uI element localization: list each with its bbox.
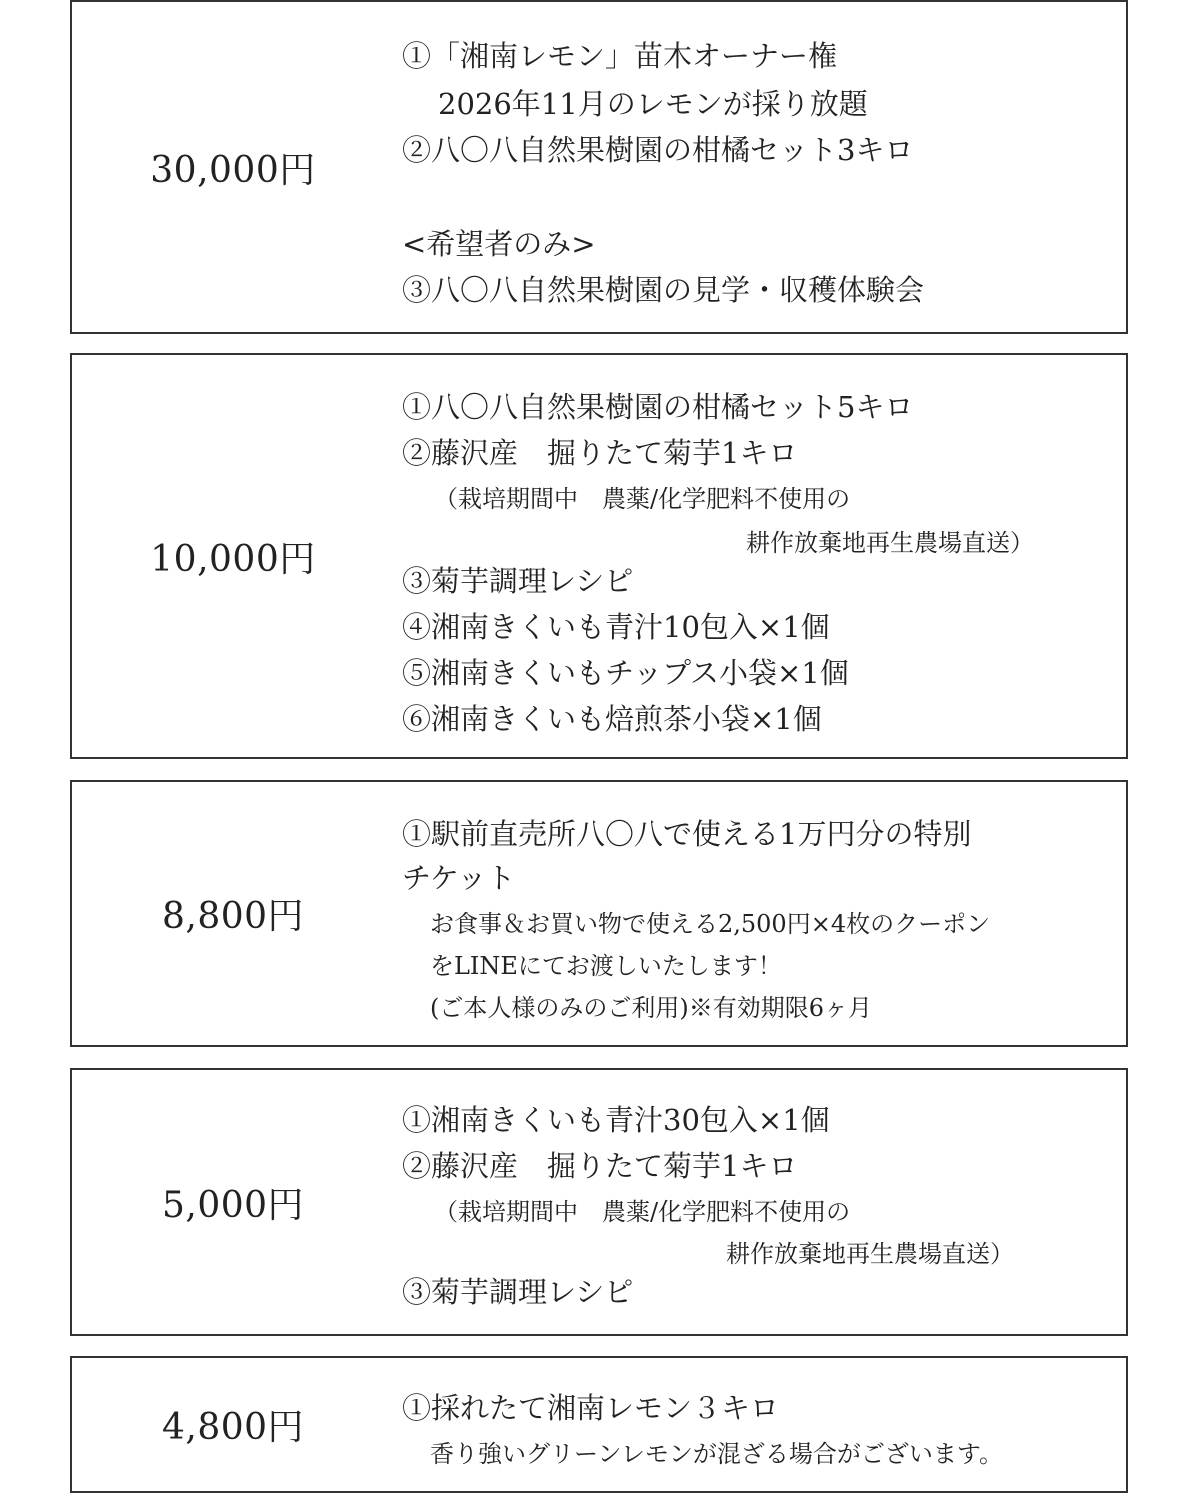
tier-item-line: （栽培期間中 農薬/化学肥料不使用の <box>434 485 851 513</box>
reward-tier-5000 <box>70 1068 1128 1336</box>
tier-item-line: チケット <box>402 861 516 895</box>
tier-item-line: ②八〇八自然果樹園の柑橘セット3キロ <box>402 133 914 167</box>
tier-item-line: ①駅前直売所八〇八で使える1万円分の特別 <box>402 817 972 851</box>
tier-item-line: 耕作放棄地再生農場直送） <box>726 1240 1014 1268</box>
reward-tier-30000 <box>70 0 1128 334</box>
tier-item-line: (ご本人様のみのご利用)※有効期限6ヶ月 <box>430 994 872 1022</box>
tier-item-line: ②藤沢産 掘りたて菊芋1キロ <box>402 436 798 470</box>
tier-price: 10,000円 <box>150 538 316 580</box>
tier-price: 30,000円 <box>150 149 316 191</box>
tier-item-line: 耕作放棄地再生農場直送） <box>746 529 1034 557</box>
tier-item-line: ⑤湘南きくいもチップス小袋×1個 <box>402 656 849 690</box>
tier-item-line: ②藤沢産 掘りたて菊芋1キロ <box>402 1149 798 1183</box>
tier-price: 5,000円 <box>161 1184 305 1226</box>
tier-item-line: ④湘南きくいも青汁10包入×1個 <box>402 610 830 644</box>
tier-price: 4,800円 <box>161 1407 305 1448</box>
tier-item-line: をLINEにてお渡しいたします！ <box>430 952 782 980</box>
reward-tier-4800 <box>70 1356 1128 1493</box>
tier-item-line: （栽培期間中 農薬/化学肥料不使用の <box>434 1198 851 1226</box>
tier-item-line: ①採れたて湘南レモン３キロ <box>402 1391 780 1425</box>
tier-item-line: ③菊芋調理レシピ <box>402 564 634 598</box>
reward-tier-8800 <box>70 780 1128 1047</box>
tier-item-line: ⑥湘南きくいも焙煎茶小袋×1個 <box>402 702 822 736</box>
tier-item-line: 香り強いグリーンレモンが混ざる場合がございます。 <box>430 1440 1003 1468</box>
reward-tier-10000 <box>70 353 1128 759</box>
tier-item-line: ①八〇八自然果樹園の柑橘セット5キロ <box>402 390 914 424</box>
tier-item-line: ③八〇八自然果樹園の見学・収穫体験会 <box>402 273 925 307</box>
tier-price: 8,800円 <box>161 896 305 937</box>
tier-item-line: お食事＆お買い物で使える2,500円×4枚のクーポン <box>430 910 991 938</box>
tier-item-line: ①「湘南レモン」苗木オーナー権 <box>402 39 838 73</box>
tier-item-line: <希望者のみ> <box>402 227 596 261</box>
tier-item-line: ①湘南きくいも青汁30包入×1個 <box>402 1103 830 1137</box>
tier-item-line: 2026年11月のレモンが採り放題 <box>438 87 868 121</box>
tier-item-line: ③菊芋調理レシピ <box>402 1275 634 1309</box>
